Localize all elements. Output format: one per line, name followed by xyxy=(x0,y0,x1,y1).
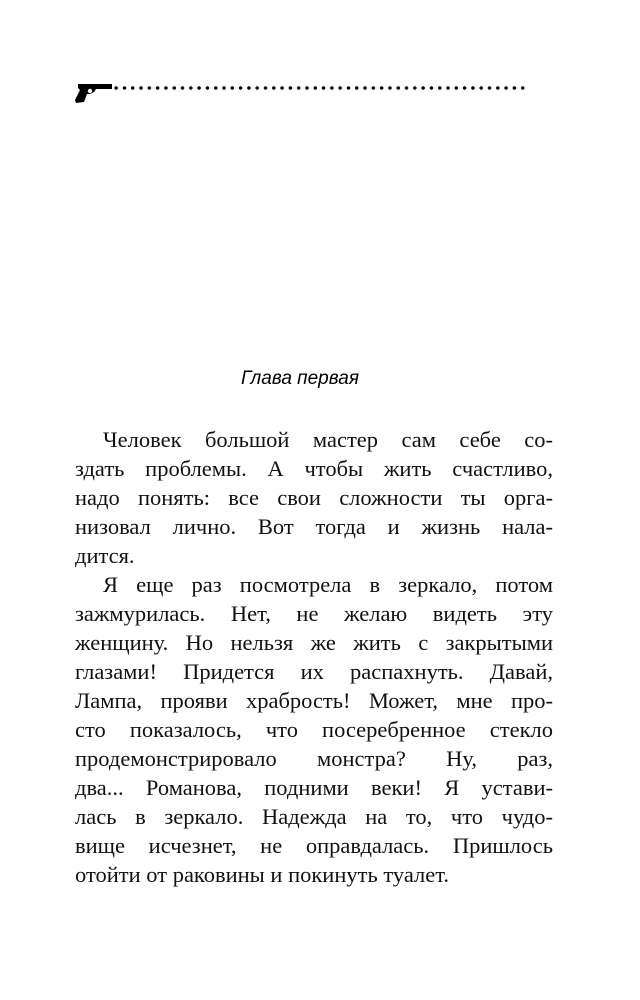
text-line: вище исчезнет, не оправдалась. Пришлось xyxy=(75,833,553,858)
text-line: отойти от раковины и покинуть туалет. xyxy=(75,862,450,887)
text-line: Лампа, прояви храбрость! Может, мне про- xyxy=(75,688,553,713)
text-line: сто показалось, что посеребренное стекло xyxy=(75,717,553,742)
text-line: зажмурилась. Нет, не желаю видеть эту xyxy=(75,601,553,626)
body-text xyxy=(75,425,553,889)
chapter-title: Глава первая xyxy=(241,368,359,389)
text-line: два... Романова, подними веки! Я устави- xyxy=(75,775,553,800)
dotted-rule xyxy=(112,86,527,90)
text-line: здать проблемы. А чтобы жить счастливо, xyxy=(75,456,553,481)
text-line: низовал лично. Вот тогда и жизнь нала- xyxy=(75,514,553,539)
text-line: Человек большой мастер сам себе со- xyxy=(103,427,553,452)
text-line: продемонстрировало монстра? Ну, раз, xyxy=(75,746,553,771)
page-header-ornament xyxy=(74,80,529,106)
text-line: глазами! Придется их распахнуть. Давай, xyxy=(75,659,553,684)
text-line: надо понять: все свои сложности ты орга- xyxy=(75,485,553,510)
revolver-icon xyxy=(74,82,112,104)
text-line: дится. xyxy=(75,543,135,568)
text-line: лась в зеркало. Надежда на то, что чудо- xyxy=(75,804,553,829)
paragraph xyxy=(75,570,553,889)
text-line: женщину. Но нельзя же жить с закрытыми xyxy=(75,630,553,655)
text-line: Я еще раз посмотрела в зеркало, потом xyxy=(103,572,553,597)
paragraph xyxy=(75,425,553,570)
